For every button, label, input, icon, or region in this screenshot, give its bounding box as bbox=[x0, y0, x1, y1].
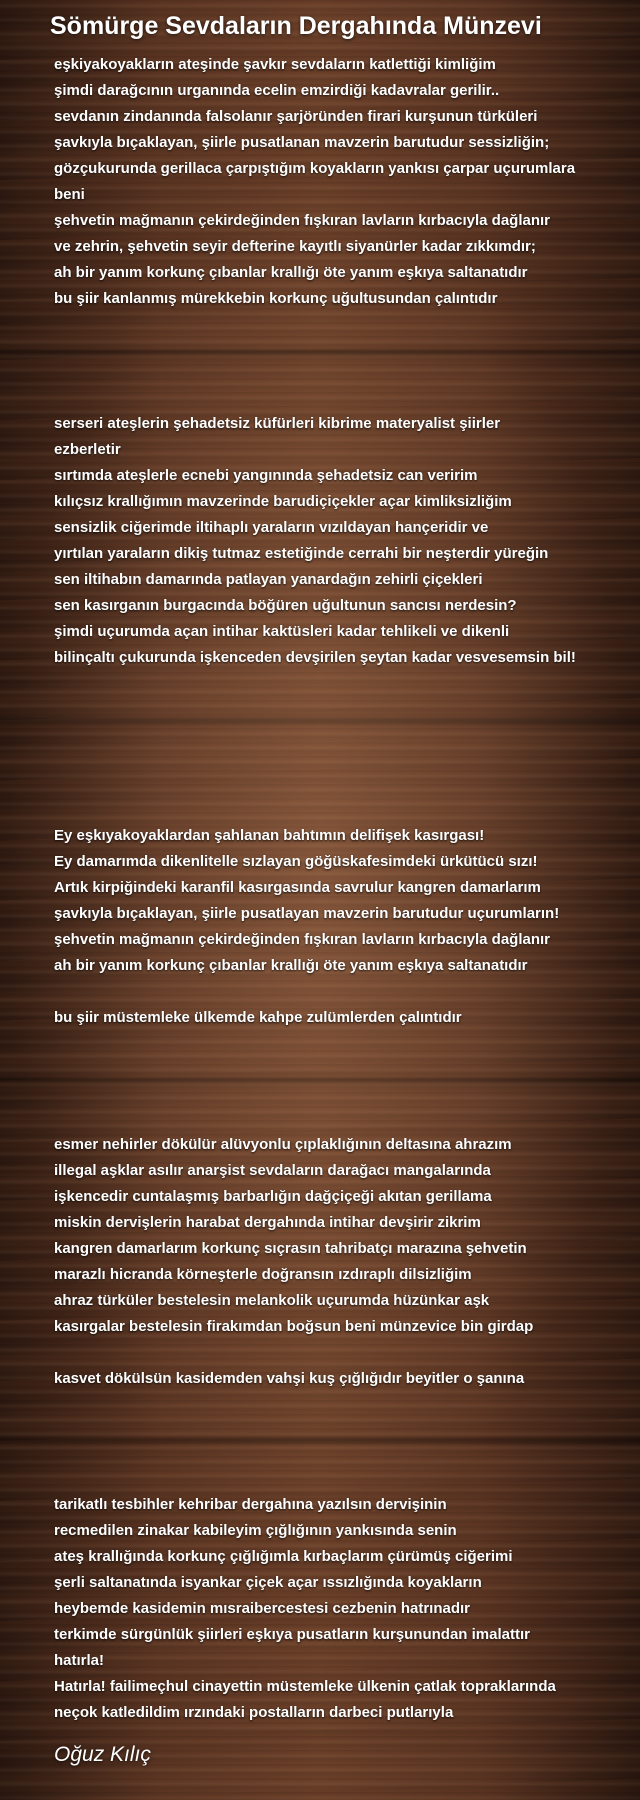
poem-line: terkimde sürgünlük şiirleri eşkıya pusatların kurşunundan imalattır bbox=[54, 1626, 530, 1643]
poem-line: ve zehrin, şehvetin seyir defterine kayıtlı siyanürler kadar zıkkımdır; bbox=[54, 238, 536, 255]
poem-line: kasırgalar bestelesin firakımdan boğsun beni münzevice bin girdap bbox=[54, 1318, 534, 1335]
poem-line: tarikatlı tesbihler kehribar dergahına yazılsın dervişinin bbox=[54, 1496, 447, 1513]
poem-line: hatırla! bbox=[54, 1652, 105, 1669]
poem-line: Hatırla! failimeçhul cinayettin müstemleke ülkenin çatlak topraklarında bbox=[54, 1678, 556, 1695]
poem-line: bilinçaltı çukurunda işkenceden devşirilen şeytan kadar vesvesemsin bil! bbox=[54, 649, 576, 666]
stanza-gap bbox=[54, 1340, 636, 1366]
poem-line: ah bir yanım korkunç çıbanlar krallığı öte yanım eşkıya saltanatıdır bbox=[54, 264, 528, 281]
poem-line: Ey eşkıyakoyaklardan şahlanan bahtımın delifişek kasırgası! bbox=[54, 827, 485, 844]
poem-line: yırtılan yaraların dikiş tutmaz estetiğinde cerrahi bir neşterdir yüreğin bbox=[54, 545, 549, 562]
poem-line: recmedilen zinakar kabileyim çığlığının yankısında senin bbox=[54, 1522, 457, 1539]
poem-line: şimdi darağcının urganında ecelin emzirdiği kadavralar gerilir.. bbox=[54, 82, 500, 99]
stanza-gap bbox=[54, 979, 636, 1005]
poem-line: şehvetin mağmanın çekirdeğinden fışkıran lavların kırbacıyla dağlanır bbox=[54, 931, 551, 948]
poem-line: şehvetin mağmanın çekirdeğinden fışkıran lavların kırbacıyla dağlanır bbox=[54, 212, 551, 229]
poem-line: bu şiir müstemleke ülkemde kahpe zulümlerden çalıntıdır bbox=[54, 1009, 462, 1026]
poem-line: neçok katledildim ırzındaki postalların darbeci putlarıyla bbox=[54, 1704, 454, 1721]
poem-line: sen kasırganın burgacında böğüren uğultunun sancısı nerdesin? bbox=[54, 597, 517, 614]
poem-line: ah bir yanım korkunç çıbanlar krallığı öte yanım eşkıya saltanatıdır bbox=[54, 957, 528, 974]
poem-line: şavkıyla bıçaklayan, şiirle pusatlanan mavzerin barutudur sessizliğin; bbox=[54, 134, 550, 151]
poem-line: marazlı hicranda körneşterle doğransın ızdıraplı dilsizliğim bbox=[54, 1266, 472, 1283]
stanza-1 bbox=[54, 52, 636, 312]
poem-line: sevdanın zindanında falsolanır şarjöründen firari kurşunun türküleri bbox=[54, 108, 538, 125]
poem-line: şimdi uçurumda açan intihar kaktüsleri kadar tehlikeli ve dikenli bbox=[54, 623, 510, 640]
poem-line: kangren damarlarım korkunç sıçrasın tahribatçı marazına şehvetin bbox=[54, 1240, 527, 1257]
poem-line: esmer nehirler dökülür alüvyonlu çıplaklığının deltasına ahrazım bbox=[54, 1136, 512, 1153]
author-name: Oğuz Kılıç bbox=[54, 1743, 151, 1766]
poem-title: Sömürge Sevdaların Dergahında Münzevi bbox=[50, 12, 542, 40]
poem-line: Artık kirpiğindeki karanfil kasırgasında savrulur kangren damarlarım bbox=[54, 879, 541, 896]
poem-line: işkencedir cuntalaşmış barbarlığın dağçiçeği akıtan gerillama bbox=[54, 1188, 492, 1205]
poem-line: eşkiyakoyakların ateşinde şavkır sevdaların katlettiği kimliğim bbox=[54, 56, 496, 73]
poem-line: şavkıyla bıçaklayan, şiirle pusatlayan mavzerin barutudur uçurumların! bbox=[54, 905, 560, 922]
stanza-4 bbox=[54, 1132, 636, 1392]
poem-line: kılıçsız krallığımın mavzerinde barudiçiçekler açar kimliksizliğim bbox=[54, 493, 512, 510]
poem-line: illegal aşklar asılır anarşist sevdaların darağacı mangalarında bbox=[54, 1162, 491, 1179]
poem-line: Ey damarımda dikenlitelle sızlayan göğüskafesimdeki ürkütücü sızı! bbox=[54, 853, 538, 870]
stanza-2 bbox=[54, 411, 636, 671]
poem-line: bu şiir kanlanmış mürekkebin korkunç uğultusundan çalıntıdır bbox=[54, 290, 498, 307]
poem-line: heybemde kasidemin mısraibercestesi cezbenin hatrınadır bbox=[54, 1600, 471, 1617]
poem-line: sensizlik ciğerimde iltihaplı yaraların vızıldayan hançeridir ve bbox=[54, 519, 489, 536]
poem-line: ahraz türküler bestelesin melankolik uçurumda hüzünkar aşk bbox=[54, 1292, 490, 1309]
poem-line: ateş krallığında korkunç çığlığımla kırbaçlarım çürümüş ciğerimi bbox=[54, 1548, 513, 1565]
poem-line: sırtımda ateşlerle ecnebi yangınında şehadetsiz can veririm bbox=[54, 467, 478, 484]
poem-line: sen iltihabın damarında patlayan yanardağın zehirli çiçekleri bbox=[54, 571, 483, 588]
poem-line: serseri ateşlerin şehadetsiz küfürleri kibrime materyalist şiirler bbox=[54, 415, 501, 432]
poem-line: ezberletir bbox=[54, 441, 121, 458]
stanza-5 bbox=[54, 1492, 636, 1726]
poem-line: kasvet dökülsün kasidemden vahşi kuş çığlığıdır beyitler o şanına bbox=[54, 1370, 525, 1387]
poem-line: miskin dervişlerin harabat dergahında intihar devşirir zikrim bbox=[54, 1214, 481, 1231]
poem-line: beni bbox=[54, 186, 85, 203]
stanza-3 bbox=[54, 823, 636, 1031]
poem-line: gözçukurunda gerillaca çarpıştığım koyakların yankısı çarpar uçurumlara bbox=[54, 160, 576, 177]
poem-line: şerli saltanatında isyankar çiçek açar ıssızlığında koyakların bbox=[54, 1574, 482, 1591]
